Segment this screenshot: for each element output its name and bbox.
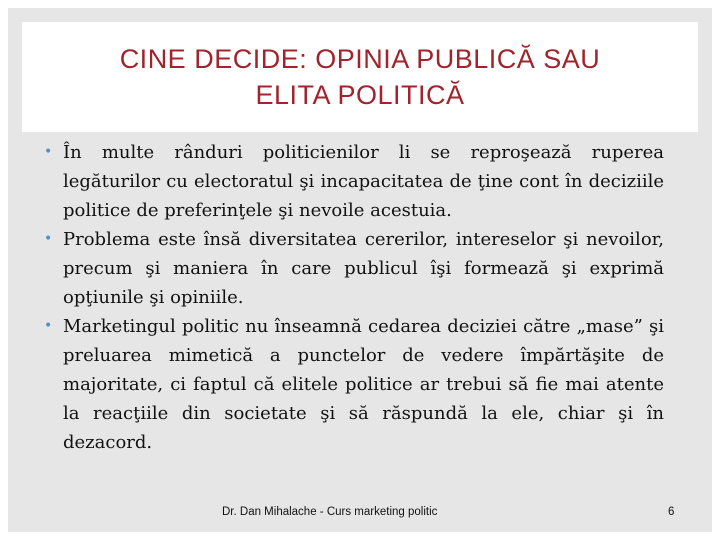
bullet-marker: • (44, 144, 53, 160)
bullet-marker: • (44, 318, 53, 334)
slide-content (44, 138, 664, 457)
bullet-item (44, 225, 664, 312)
bullet-item (44, 312, 664, 457)
page-number: 6 (668, 506, 675, 518)
title-box (22, 22, 698, 132)
bullet-text: Problema este însă diversitatea cererilor, intereselor şi nevoilor, precum şi maniera în care publicul îşi formează şi exprimă opţiunile şi opiniile. (63, 229, 664, 308)
slide-title-line-1: CINE DECIDE: OPINIA PUBLICĂ SAU (119, 44, 601, 74)
bullet-marker: • (44, 231, 53, 247)
footer-text: Dr. Dan Mihalache - Curs marketing politic (222, 506, 438, 518)
bullet-text: În multe rânduri politicienilor li se reproşează ruperea legăturilor cu electoratul şi incapacitatea de ţine cont în deciziile politice de preferinţele şi nevoile acestuia. (63, 142, 664, 221)
bullet-text: Marketingul politic nu înseamnă cedarea deciziei către „mase” şi preluarea mimetică a punctelor de vedere împărtăşite de majoritate, ci faptul că elitele politice ar trebui să fie mai atente la reacţiile din societate şi să răspundă la ele, chiar şi în dezacord. (63, 316, 664, 453)
bullet-item (44, 138, 664, 225)
slide-title-line-2: ELITA POLITICĂ (255, 80, 465, 110)
